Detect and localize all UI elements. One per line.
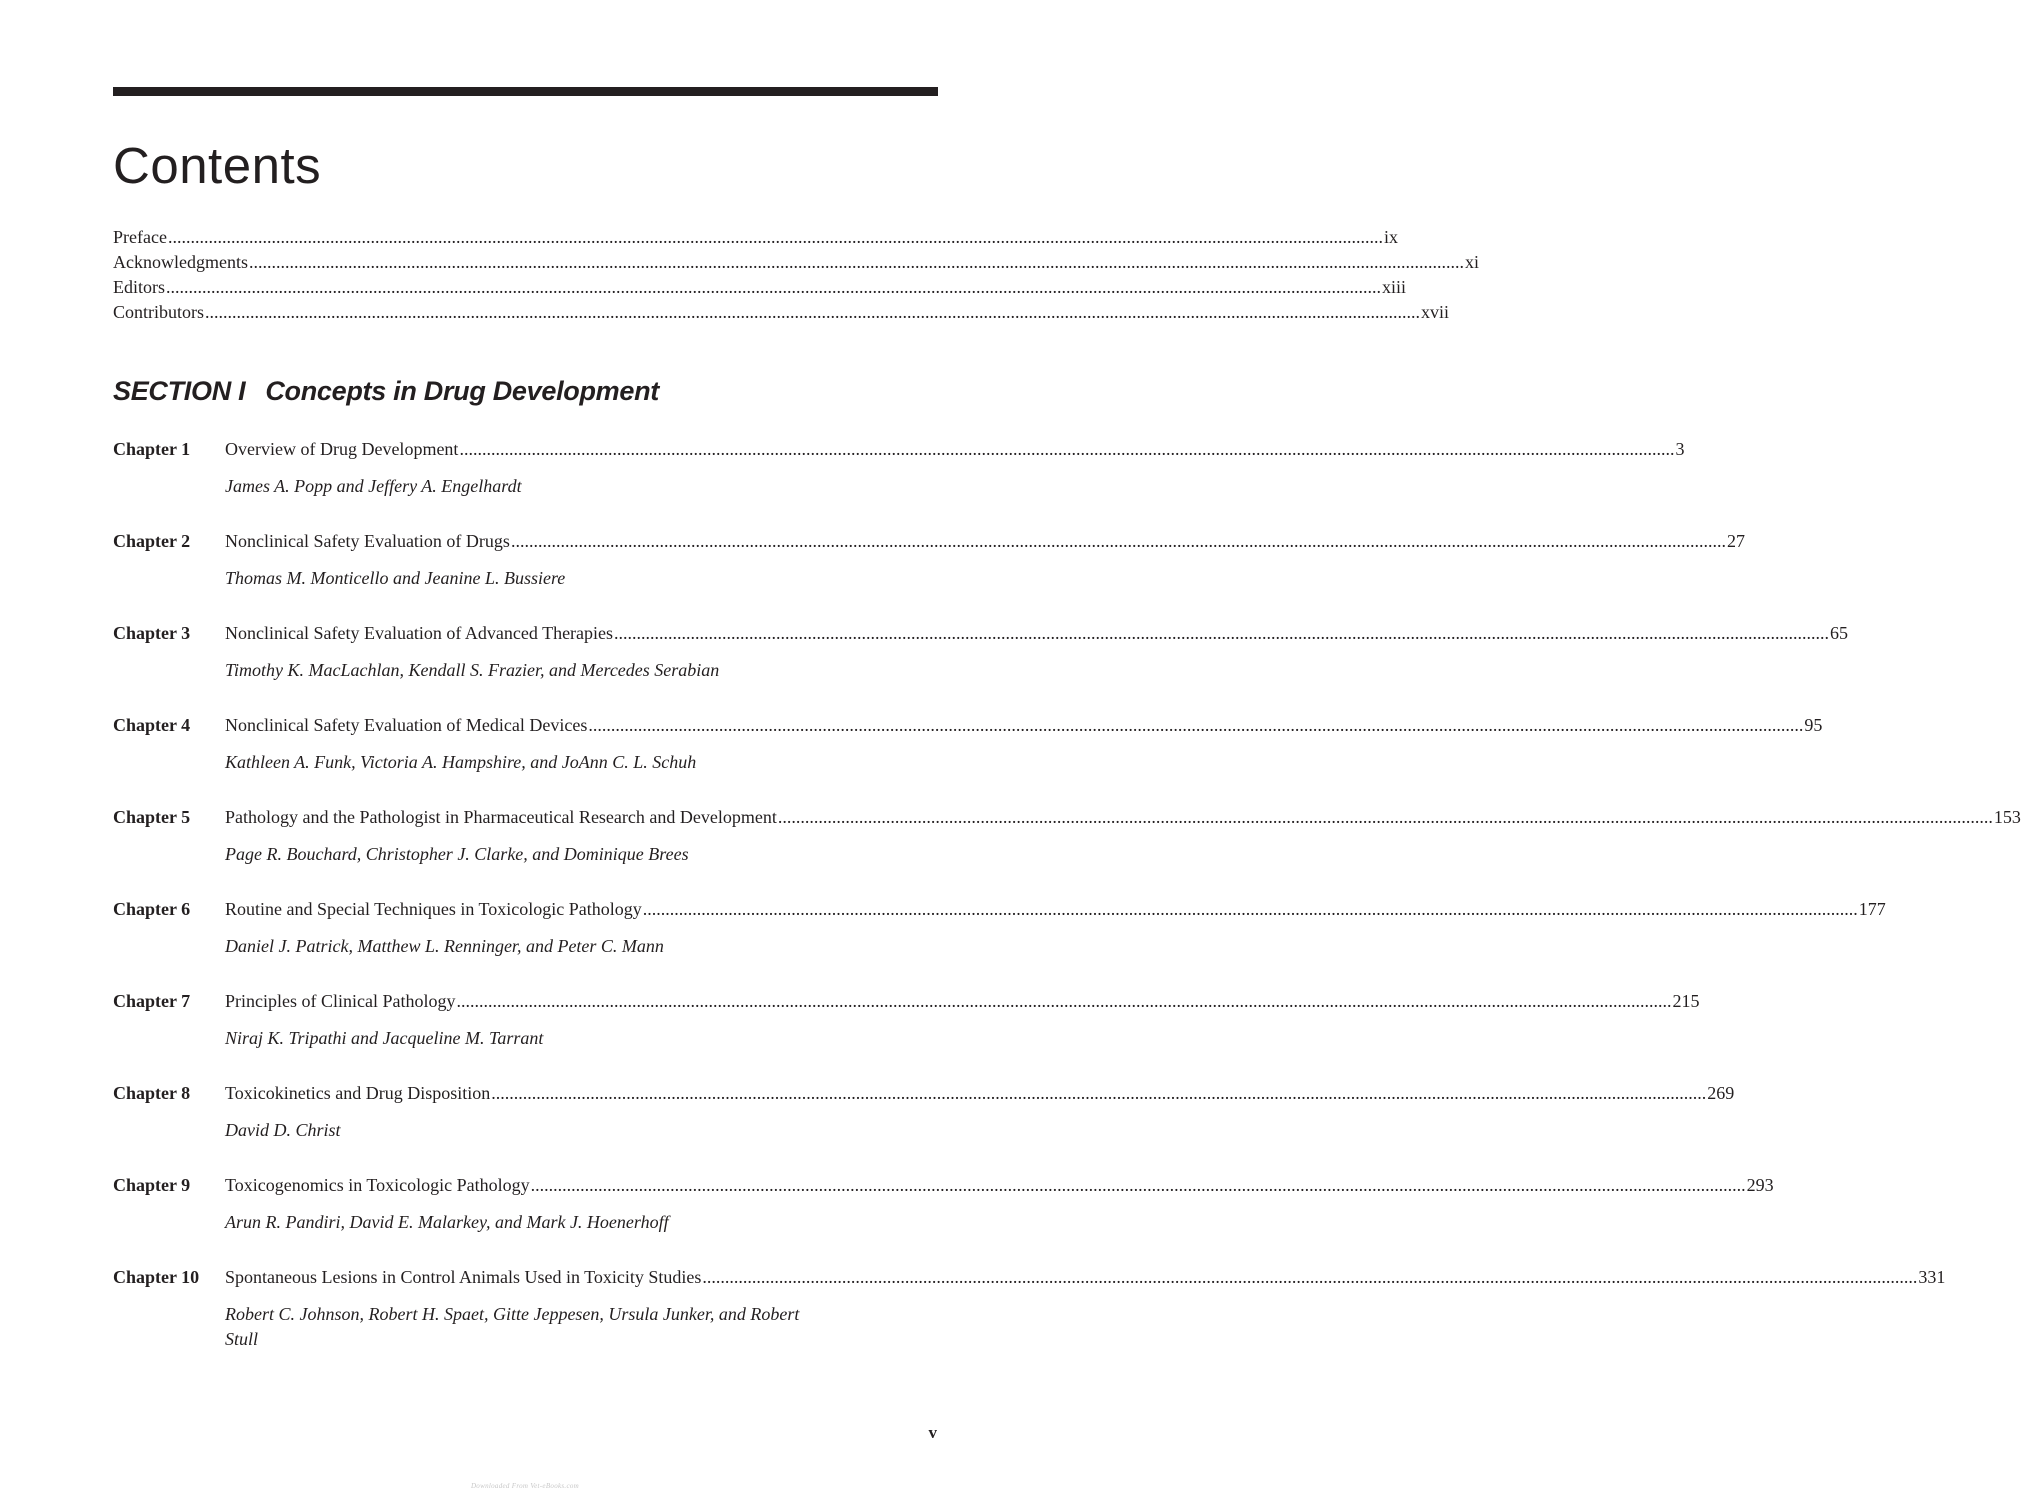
dot-leader (778, 805, 1993, 830)
dot-leader (531, 1173, 1746, 1198)
dot-leader (643, 897, 1858, 922)
chapter-body (225, 989, 1699, 1051)
chapter-page: 3 (1675, 439, 1685, 459)
chapter-page: 331 (1918, 1267, 1946, 1287)
chapter-authors: Niraj K. Tripathi and Jacqueline M. Tarrant (225, 1028, 544, 1048)
dot-leader (702, 1265, 1917, 1290)
front-matter-page: xvii (1421, 302, 1450, 322)
chapter-page: 153 (1993, 807, 2021, 827)
chapter-title: Principles of Clinical Pathology (225, 991, 456, 1011)
chapter-page: 215 (1672, 991, 1700, 1011)
chapter-body (225, 1265, 1945, 1352)
chapter-body (225, 621, 1848, 683)
dot-leader (249, 250, 1464, 275)
chapter-body (225, 805, 2021, 867)
chapter-title: Spontaneous Lesions in Control Animals Used in Toxicity Studies (225, 1267, 702, 1287)
chapter-entry[interactable] (113, 989, 1700, 1051)
dot-leader (491, 1081, 1706, 1106)
front-matter-label: Acknowledgments (113, 252, 248, 272)
dot-leader (456, 989, 1671, 1014)
front-matter-label: Preface (113, 227, 167, 247)
chapter-label: Chapter 1 (113, 439, 191, 459)
chapter-title: Toxicogenomics in Toxicologic Pathology (225, 1175, 530, 1195)
chapter-label: Chapter 9 (113, 1175, 191, 1195)
chapter-authors: Thomas M. Monticello and Jeanine L. Bussiere (225, 568, 566, 588)
chapter-body (225, 1081, 1734, 1143)
front-matter-item[interactable] (113, 300, 1450, 325)
dot-leader (459, 437, 1674, 462)
dot-leader (166, 275, 1381, 300)
chapter-body (225, 713, 1822, 775)
dot-leader (614, 621, 1829, 646)
chapter-list (113, 437, 2021, 1352)
front-matter-list (113, 225, 1479, 325)
chapter-entry[interactable] (113, 529, 1745, 591)
chapter-entry[interactable] (113, 805, 2021, 867)
chapter-title-line (225, 1173, 1774, 1198)
page-number: v (928, 1423, 937, 1442)
chapter-title-line (225, 989, 1699, 1014)
chapter-body (225, 897, 1886, 959)
chapter-label: Chapter 6 (113, 899, 191, 919)
front-matter-item[interactable] (113, 225, 1398, 250)
chapter-authors: Robert C. Johnson, Robert H. Spaet, Gitte Jeppesen, Ursula Junker, and Robert Stull (225, 1304, 800, 1349)
contents-page (113, 87, 2021, 1382)
chapter-entry[interactable] (113, 1173, 1774, 1235)
chapter-title-line (225, 1265, 1945, 1290)
chapter-authors: Daniel J. Patrick, Matthew L. Renninger, and Peter C. Mann (225, 936, 664, 956)
chapter-title-line (225, 529, 1745, 554)
chapter-authors: Kathleen A. Funk, Victoria A. Hampshire, and JoAnn C. L. Schuh (225, 752, 697, 772)
chapter-entry[interactable] (113, 437, 1685, 499)
chapter-entry[interactable] (113, 621, 1849, 683)
front-matter-label: Editors (113, 277, 165, 297)
chapter-title: Nonclinical Safety Evaluation of Advanced Therapies (225, 623, 614, 643)
chapter-authors: David D. Christ (225, 1120, 341, 1140)
chapter-page: 95 (1804, 715, 1823, 735)
chapter-label: Chapter 7 (113, 991, 191, 1011)
chapter-title-line (225, 621, 1848, 646)
front-matter-label: Contributors (113, 302, 205, 322)
chapter-authors: Page R. Bouchard, Christopher J. Clarke, and Dominique Brees (225, 844, 689, 864)
chapter-title: Overview of Drug Development (225, 439, 459, 459)
chapter-title: Nonclinical Safety Evaluation of Medical Devices (225, 715, 588, 735)
chapter-label: Chapter 2 (113, 531, 191, 551)
chapter-page: 27 (1726, 531, 1745, 551)
chapter-entry[interactable] (113, 713, 1823, 775)
chapter-body (225, 437, 1684, 499)
chapter-title-line (225, 713, 1822, 738)
chapter-page: 293 (1746, 1175, 1774, 1195)
chapter-entry[interactable] (113, 1081, 1735, 1143)
chapter-title: Nonclinical Safety Evaluation of Drugs (225, 531, 510, 551)
chapter-title: Pathology and the Pathologist in Pharmaceutical Research and Development (225, 807, 777, 827)
chapter-title: Toxicokinetics and Drug Disposition (225, 1083, 491, 1103)
chapter-label: Chapter 10 (113, 1267, 200, 1287)
page-title: Contents (113, 137, 322, 194)
dot-leader (168, 225, 1383, 250)
section-title: Concepts in Drug Development (265, 376, 659, 406)
chapter-label: Chapter 8 (113, 1083, 191, 1103)
dot-leader (588, 713, 1803, 738)
chapter-label: Chapter 5 (113, 807, 191, 827)
top-rule (113, 87, 938, 96)
chapter-authors: Timothy K. MacLachlan, Kendall S. Frazier, and Mercedes Serabian (225, 660, 720, 680)
front-matter-item[interactable] (113, 275, 1407, 300)
chapter-title-line (225, 1081, 1734, 1106)
chapter-body (225, 529, 1745, 591)
chapter-title-line (225, 897, 1886, 922)
chapter-page: 269 (1707, 1083, 1735, 1103)
section-number: SECTION I (113, 376, 246, 406)
chapter-authors: James A. Popp and Jeffery A. Engelhardt (225, 476, 522, 496)
chapter-page: 65 (1830, 623, 1849, 643)
front-matter-item[interactable] (113, 250, 1479, 275)
chapter-entry[interactable] (113, 897, 1886, 959)
chapter-title-line (225, 437, 1684, 462)
chapter-entry[interactable] (113, 1265, 1946, 1352)
front-matter-page: xiii (1382, 277, 1407, 297)
dot-leader (511, 529, 1726, 554)
chapter-title: Routine and Special Techniques in Toxicologic Pathology (225, 899, 642, 919)
chapter-label: Chapter 4 (113, 715, 191, 735)
chapter-body (225, 1173, 1774, 1235)
front-matter-page: xi (1464, 252, 1479, 272)
watermark: Downloaded From Vet-eBooks.com (470, 1482, 580, 1490)
chapter-title-line (225, 805, 2021, 830)
front-matter-page: ix (1383, 227, 1398, 247)
chapter-label: Chapter 3 (113, 623, 191, 643)
section-heading (113, 378, 938, 405)
chapter-authors: Arun R. Pandiri, David E. Malarkey, and Mark J. Hoenerhoff (225, 1212, 669, 1232)
dot-leader (205, 300, 1420, 325)
chapter-page: 177 (1858, 899, 1886, 919)
